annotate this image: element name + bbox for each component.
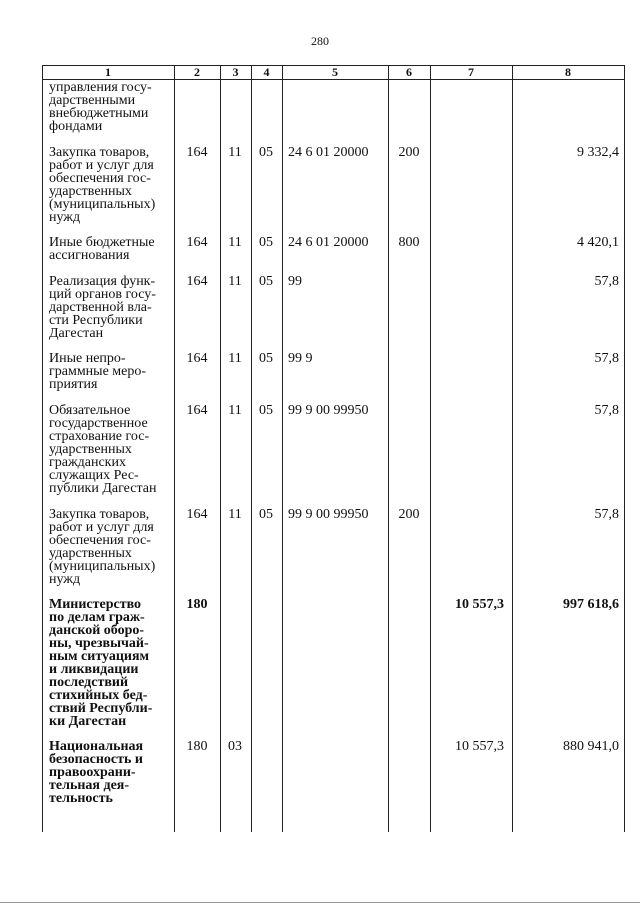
ministry-code: 164 xyxy=(186,507,208,522)
column-header-5: 5 xyxy=(332,65,338,79)
subsection-code: 05 xyxy=(259,403,273,418)
row-name: Национальная безопасность и правоохрани- тельная дея- тельность xyxy=(49,739,144,806)
amount-total: 57,8 xyxy=(594,351,619,366)
ministry-code: 164 xyxy=(186,351,208,366)
target-article-code: 99 9 xyxy=(288,351,313,366)
target-article-code: 99 9 00 99950 xyxy=(288,403,369,418)
subsection-code: 05 xyxy=(259,351,273,366)
section-code: 03 xyxy=(228,739,242,754)
target-article-code: 24 6 01 20000 xyxy=(288,145,369,160)
column-divider xyxy=(512,65,513,832)
column-header-2: 2 xyxy=(194,65,200,79)
page-number: 280 xyxy=(311,34,329,48)
column-header-8: 8 xyxy=(565,65,571,79)
amount-total: 997 618,6 xyxy=(563,597,619,612)
expense-type-code: 200 xyxy=(398,145,420,160)
column-header-1: 1 xyxy=(105,65,111,79)
column-divider xyxy=(174,65,175,832)
column-divider xyxy=(42,65,43,832)
column-divider xyxy=(430,65,431,832)
column-divider xyxy=(282,65,283,832)
section-code: 11 xyxy=(228,274,242,289)
amount-total: 57,8 xyxy=(594,403,619,418)
column-header-3: 3 xyxy=(232,65,239,79)
row-name: Закупка товаров, работ и услуг для обеспечения гос- ударственных (муниципальных) нужд xyxy=(49,145,156,225)
column-divider xyxy=(624,65,625,832)
amount-total: 57,8 xyxy=(594,507,619,522)
ministry-code: 164 xyxy=(186,274,208,289)
row-name: Министерство по делам граж- данской оборо- ны, чрезвычай- ным ситуациям и ликвидации последствий стихийных бед- ствий Республи- ки Дагестан xyxy=(49,597,153,729)
row-name: Иные бюджетные ассигнования xyxy=(49,235,155,263)
column-header-7: 7 xyxy=(468,65,474,79)
row-name: Реализация функ- ций органов госу- дарственной вла- сти Республики Дагестан xyxy=(49,274,156,341)
row-name: Иные непро- граммные меро- приятия xyxy=(49,351,147,392)
subsection-code: 05 xyxy=(259,145,273,160)
subsection-code: 05 xyxy=(259,235,273,250)
row-name: Обязательное государственное страхование гос- ударственных гражданских служащих Рес- публики Дагестан xyxy=(49,403,157,496)
amount-total: 57,8 xyxy=(594,274,619,289)
target-article-code: 99 9 00 99950 xyxy=(288,507,369,522)
ministry-code: 180 xyxy=(186,739,208,754)
column-divider xyxy=(251,65,252,832)
subsection-code: 05 xyxy=(259,274,273,289)
section-code: 11 xyxy=(228,403,242,418)
expense-type-code: 200 xyxy=(398,507,420,522)
column-header-4: 4 xyxy=(263,65,270,79)
row-name: Закупка товаров, работ и услуг для обеспечения гос- ударственных (муниципальных) нужд xyxy=(49,507,156,587)
target-article-code: 24 6 01 20000 xyxy=(288,235,369,250)
ministry-code: 164 xyxy=(186,145,208,160)
column-divider xyxy=(388,65,389,832)
amount-total: 880 941,0 xyxy=(563,739,619,754)
amount-total: 9 332,4 xyxy=(577,145,619,160)
amount-total: 4 420,1 xyxy=(577,235,619,250)
column-divider xyxy=(220,65,221,832)
section-code: 11 xyxy=(228,507,242,522)
subsection-code: 05 xyxy=(259,507,273,522)
ministry-code: 164 xyxy=(186,235,208,250)
expense-type-code: 800 xyxy=(398,235,420,250)
ministry-code: 164 xyxy=(186,403,208,418)
section-code: 11 xyxy=(228,351,242,366)
amount-col7: 10 557,3 xyxy=(455,739,504,754)
amount-col7: 10 557,3 xyxy=(455,597,504,612)
column-header-6: 6 xyxy=(406,65,412,79)
budget-table xyxy=(42,65,625,832)
target-article-code: 99 xyxy=(288,274,302,289)
row-name: управления госу- дарственными внебюджетными фондами xyxy=(49,80,152,134)
page-bottom-edge xyxy=(0,902,640,903)
ministry-code: 180 xyxy=(186,597,208,612)
section-code: 11 xyxy=(228,235,242,250)
section-code: 11 xyxy=(228,145,242,160)
